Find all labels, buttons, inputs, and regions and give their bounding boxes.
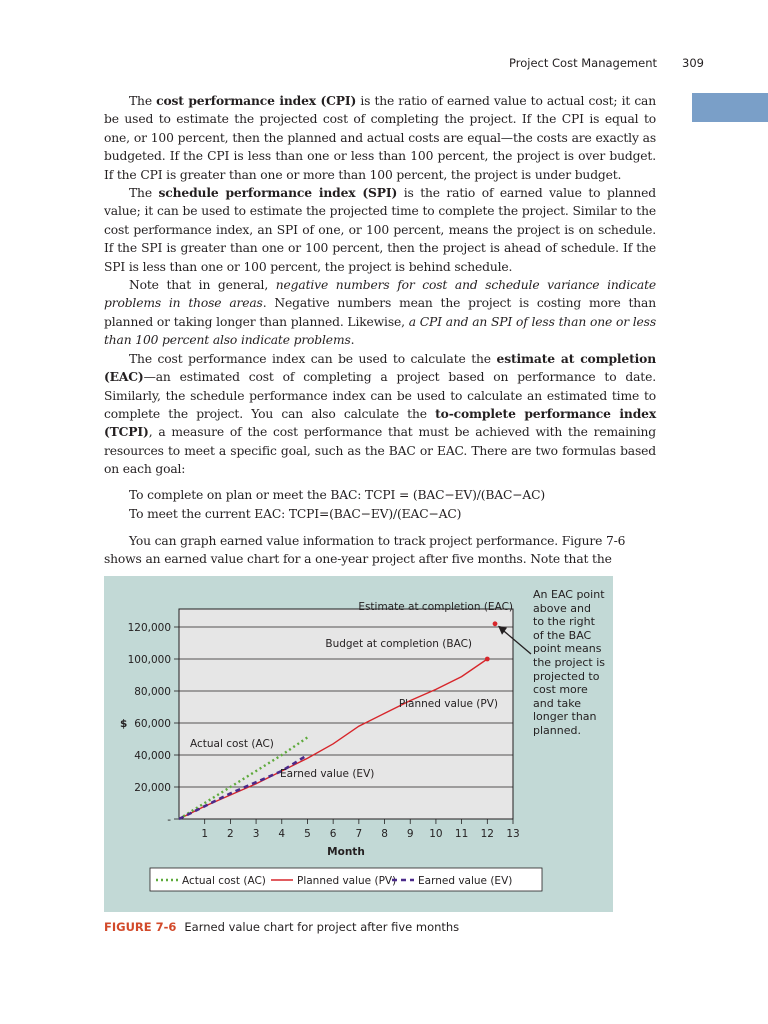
emphasis-negative: negative numbers for cost and schedule variance indicate problems in those areas: [104, 278, 656, 311]
x-tick-label: 9: [406, 828, 414, 840]
running-header-title: Project Cost Management: [509, 56, 657, 70]
paragraph-eac-tcpi: The cost performance index can be used to calculate the estimate at completion (EAC)—an estimated cost of completing a project based on performance to date. Similarly, the schedule performance index can be used to calculate an estimated time to complete the project. You can also calculate the to-complete performance index (TCPI), a measure of the cost performance that must be achieved with the remaining resources to meet a specific goal, such as the BAC or EAC. There are two formulas based on each goal:: [104, 350, 657, 477]
y-tick-label: 20,000: [134, 782, 171, 794]
term-spi: schedule performance index (SPI): [158, 185, 398, 201]
x-tick-label: 11: [454, 828, 469, 840]
x-tick-label: 1: [201, 828, 209, 840]
term-cpi: cost performance index (CPI): [156, 93, 357, 108]
label-ev: Earned value (EV): [280, 768, 375, 780]
x-tick-label: 13: [506, 828, 520, 840]
label-eac: Estimate at completion (EAC): [358, 601, 513, 613]
y-axis-label: $: [120, 718, 128, 730]
x-tick-label: 4: [278, 828, 286, 840]
figure-caption: [104, 920, 459, 934]
x-tick-label: 8: [381, 828, 388, 840]
marker-point: [485, 657, 490, 662]
y-tick-label: 40,000: [134, 750, 171, 762]
legend-label: Planned value (PV): [297, 875, 397, 887]
label-bac: Budget at completion (BAC): [325, 638, 472, 650]
body-text: [104, 92, 656, 568]
figure-caption-text: Earned value chart for project after five months: [184, 920, 460, 934]
x-tick-label: 7: [355, 828, 363, 840]
figure-earned-value-chart: [104, 576, 613, 912]
emphasis-cpi-spi: a CPI and an SPI of less than one or less than 100 percent also indicate problems: [104, 314, 657, 348]
y-tick-label: 100,000: [127, 654, 171, 666]
legend-label: Earned value (EV): [418, 875, 513, 887]
marker-point: [493, 621, 498, 626]
x-tick-label: 5: [304, 828, 311, 840]
x-tick-label: 6: [329, 828, 337, 840]
running-header: [0, 54, 768, 70]
y-tick-label: -: [167, 814, 171, 826]
x-tick-label: 2: [227, 828, 234, 840]
paragraph-cpi: The cost performance index (CPI) is the ratio of earned value to actual cost; it can be used to estimate the projected cost of completing the project. If the CPI is equal to one, or 100 percent, then the planned and actual costs are equal—the costs are exactly as budgeted. If the CPI is less than one or less than 100 percent, the project is over budget. If the CPI is greater than one or more than 100 percent, the project is under budget.: [104, 93, 657, 182]
term-tcpi: to-complete performance index (TCPI): [104, 405, 657, 440]
chart-annotation: An EAC point above and to the right of the BAC point means the project is projected to cost more and take longer than planned.: [533, 588, 606, 737]
x-tick-label: 12: [480, 828, 494, 840]
y-tick-label: 80,000: [134, 686, 171, 698]
paragraph-negative-numbers: Note that in general, negative numbers for cost and schedule variance indicate problems in those areas. Negative numbers mean the project is costing more than planned or taking longer than planned. Likewise, a CPI and an SPI of less than one or less than 100 percent also indicate problems.: [104, 278, 657, 348]
chapter-tab-marker: [692, 93, 768, 122]
y-tick-label: 120,000: [127, 622, 171, 634]
x-axis-label: Month: [327, 846, 365, 858]
y-tick-label: 60,000: [134, 718, 171, 730]
paragraph-graph-intro: You can graph earned value information to track project performance. Figure 7-6 shows an earned value chart for a one-year project after five months. Note that the: [104, 533, 626, 566]
paragraph-spi: The schedule performance index (SPI) is the ratio of earned value to planned value; it can be used to estimate the projected time to complete the project. Similar to the cost performance index, an SPI of one, or 100 percent, means the project is on schedule. If the SPI is greater than one or 100 percent, then the project is ahead of schedule. If the SPI is less than one or 100 percent, the project is behind schedule.: [104, 185, 657, 274]
x-tick-label: 10: [429, 828, 443, 840]
figure-label: FIGURE 7-6: [104, 920, 177, 934]
label-ac: Actual cost (AC): [190, 738, 274, 750]
page-number: 309: [682, 56, 704, 70]
legend-label: Actual cost (AC): [182, 875, 266, 887]
formula-block: [129, 486, 656, 524]
formula-bac: To complete on plan or meet the BAC: TCPI = (BAC−EV)/(BAC−AC): [129, 487, 546, 502]
label-pv: Planned value (PV): [398, 698, 498, 710]
formula-eac: To meet the current EAC: TCPI=(BAC−EV)/(EAC−AC): [129, 506, 462, 521]
x-tick-label: 3: [252, 828, 260, 840]
term-eac: estimate at completion (EAC): [104, 350, 656, 385]
